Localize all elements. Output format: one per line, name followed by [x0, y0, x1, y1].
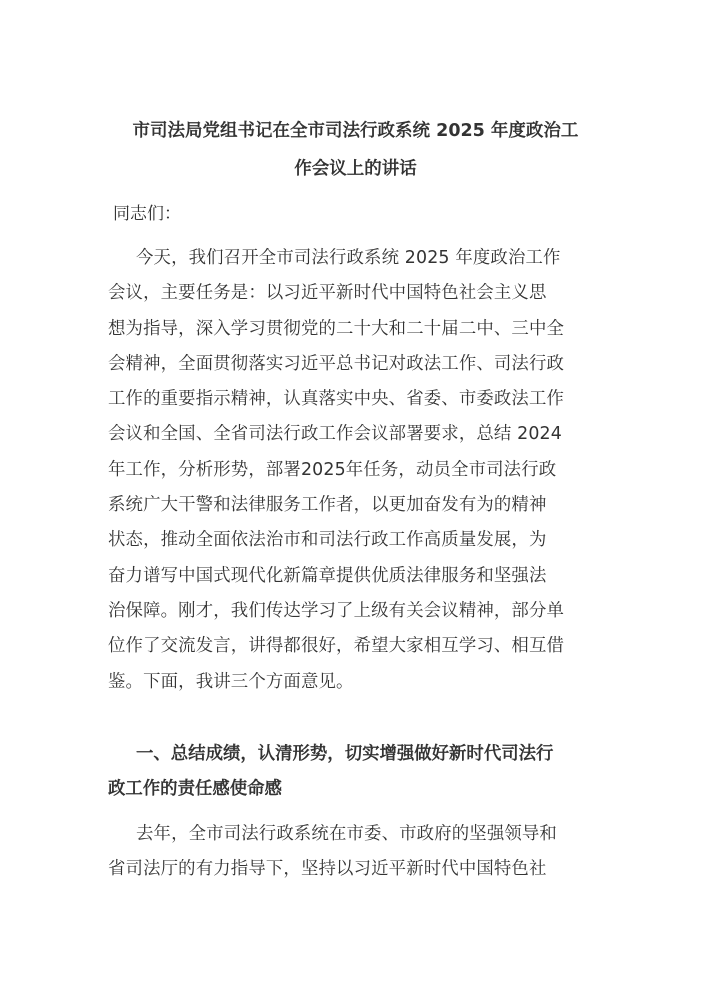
title-line: 作会议上的讲话 — [294, 159, 417, 179]
paragraph-section-1 — [108, 817, 603, 888]
paragraph-line: 想为指导，深入学习贯彻党的二十大和二十届二中、三中全 — [108, 318, 565, 339]
heading-line: 一、总结成绩，认清形势，切实增强做好新时代司法行 — [136, 744, 554, 764]
title-line: 市司法局党组书记在全市司法行政系统 2025 年度政治工 — [132, 121, 579, 141]
paragraph-line: 状态，推动全面依法治市和司法行政工作高质量发展，为 — [108, 530, 547, 551]
paragraph-line: 去年，全市司法行政系统在市委、市政府的坚强领导和 — [136, 824, 557, 844]
paragraph-line: 省司法厅的有力指导下，坚持以习近平新时代中国特色社 — [108, 859, 547, 880]
paragraph-line: 位作了交流发言，讲得都很好，希望大家相互学习、相互借 — [108, 636, 565, 657]
paragraph-line: 系统广大干警和法律服务工作者，以更加奋发有为的精神 — [108, 495, 547, 516]
heading-line: 政工作的责任感使命感 — [108, 779, 282, 800]
paragraph-line: 会精神，全面贯彻落实习近平总书记对政法工作、司法行政 — [108, 353, 565, 374]
paragraph-line: 鉴。下面，我讲三个方面意见。 — [108, 671, 354, 692]
paragraph-line: 会议和全国、全省司法行政工作会议部署要求，总结 2024 — [108, 424, 562, 445]
paragraph-line: 治保障。刚才，我们传达学习了上级有关会议精神，部分单 — [108, 600, 565, 621]
document-title — [108, 112, 603, 188]
section-heading-1 — [108, 737, 603, 808]
paragraph-opening — [108, 241, 603, 700]
paragraph-line: 奋力谱写中国式现代化新篇章提供优质法律服务和坚强法 — [108, 565, 547, 586]
paragraph-line: 工作的重要指示精神，认真落实中央、省委、市委政法工作 — [108, 389, 565, 410]
paragraph-line: 年工作，分析形势，部署2025年任务，动员全市司法行政 — [108, 459, 557, 480]
paragraph-line: 今天，我们召开全市司法行政系统 2025 年度政治工作 — [136, 248, 561, 268]
paragraph-line: 会议，主要任务是：以习近平新时代中国特色社会主义思 — [108, 283, 547, 304]
salutation: 同志们： — [113, 204, 181, 224]
